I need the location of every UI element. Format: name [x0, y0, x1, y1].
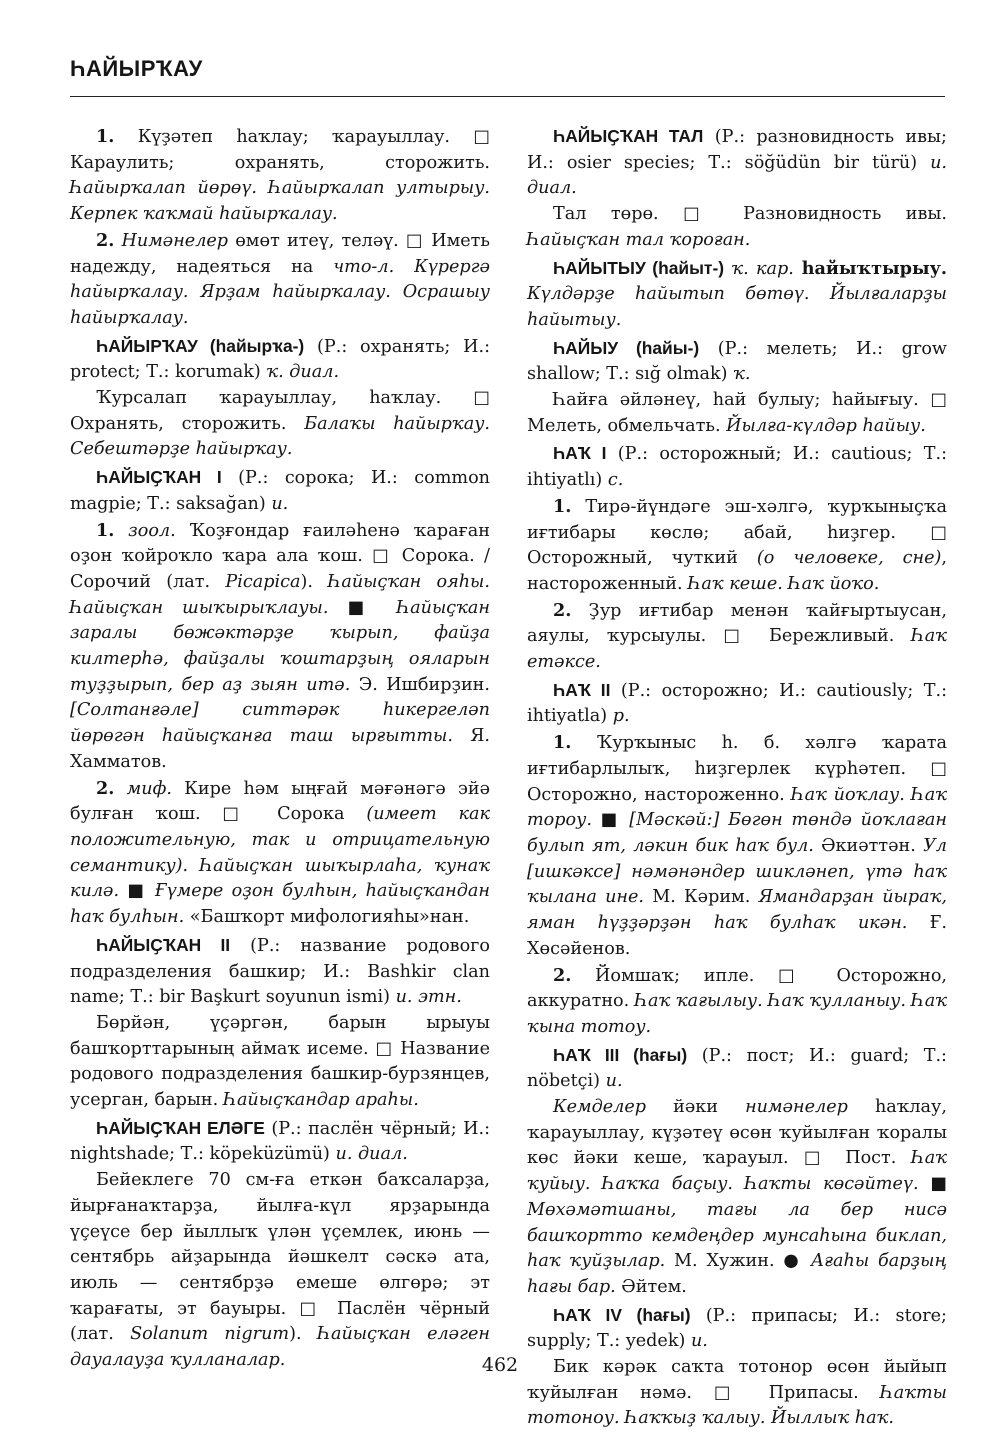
- headword: ҺАЙЫҪҠАН II: [96, 934, 231, 955]
- headword: ҺАЙЫТЫУ (һайыт-): [553, 257, 725, 278]
- headword: ҺАҠ IV (һағы): [553, 1304, 691, 1325]
- entry-hayyskan-tal: ҺАЙЫҪҠАН ТАЛ (Р.: разновидность ивы; И.: osier species; Т.: söğüdün bir türü) и. диал.: [527, 126, 947, 199]
- sense-1: 1. зоол. Ҡоҙғондар ғаиләһенә ҡараған оҙон ҡойроҡло ҡара ала ҡош. □ Сорока. / Сорочий (лат. Picapica). Һайыҫҡан ояһы. Һайыҫҡан шыҡырыҡлауы. ■ Һайыҫҡан заралы бөжәктәрҙе ҡырып, файҙа килтерһә, файҙалы ҡоштарҙың ояларын туҙҙырып, бер аҙ зыян итә. Э. Ишбирҙин. [Солтанғәле] ситтәрәк һикергеләп йөрөгән һайыҫҡанға таш ырғытты. Я. Хамматов.: [70, 519, 490, 772]
- entry-hak-3: ҺАҠ III (һағы) (Р.: пост; И.: guard; Т.: nöbetçi) и.: [527, 1044, 947, 1092]
- sense-1: 1. Тирә-йүндәге эш-хәлгә, ҡурҡыныҫҡа иғтибары көслө; абай, һиҙгер. □ Осторожный, чуткий (о человеке, сне), настороженный. Һаҡ кеше. Һаҡ йоҡо.: [527, 495, 947, 594]
- sense-2: 2. Нимәнелер өмөт итеү, теләү. □ Иметь надежду, надеяться на что-л. Күрергә һайырҡалау. Ярҙам һайырҡалау. Осрашыу һайырҡалау.: [70, 229, 490, 328]
- definition: Кемделер йәки нимәнелер һаҡлау, ҡарауыллау, күҙәтеү өсөн ҡуйылған ҡоралы көс йәки кеше, ҡарауыл. □ Пост. Һаҡ ҡуйыу. Һаҡҡа баҫыу. Һаҡты көсәйтеү. ■ Мөхәмәтшаны, тағы ла бер нисә башҡортто кемдеңдер мунсаһына биклап, һаҡ ҡуйҙылар. М. Хужин. ● Ағаһы барҙың һағы бар. Әйтем.: [527, 1097, 947, 1297]
- page-number: 462: [481, 1354, 519, 1376]
- definition: Бик кәрәк саҡта тотонор өсөн йыйып ҡуйылған нәмә. □ Припасы. Һаҡты тотоноу. Һаҡҡыҙ ҡалыу. Йыллыҡ һаҡ.: [527, 1357, 947, 1429]
- entry-hak-1: ҺАҠ I (Р.: осторожный; И.: cautious; Т.: ihtiyatlı) с.: [527, 443, 948, 491]
- running-head: ҺАЙЫРҠАУ: [70, 56, 203, 81]
- header-rule: [70, 96, 945, 97]
- headword: ҺАЙЫУ (һайы-): [553, 337, 700, 358]
- entry-hayyskan-1: ҺАЙЫҪҠАН I (Р.: сорока; И.: common magpie; Т.: saksağan) и.: [70, 467, 491, 514]
- entry-hak-4: ҺАҠ IV (һағы) (Р.: припасы; И.: store; supply; Т.: yedek) и.: [527, 1304, 947, 1352]
- headword: ҺАҠ II: [553, 679, 611, 700]
- sense-2: 2. миф. Кире һәм ыңғай мәғәнәгә эйә булған ҡош. □ Сорока (имеет как положительную, так и отрицательную семантику). Һайыҫҡан шыҡырлаһа, ҡунаҡ килә. ■ Ғүмере оҙон булһын, һайыҫҡандан һаҡ булһын. «Башҡорт мифологияһы»нан.: [70, 777, 491, 928]
- headword: ҺАЙЫҪҠАН ЕЛӘГЕ: [96, 1117, 265, 1138]
- entry-hayyrkau: ҺАЙЫРҠАУ (һайырҡа-) (Р.: охранять; И.: protect; Т.: korumak) ҡ. диал.: [70, 335, 491, 383]
- entry-hayyskan-elage: ҺАЙЫҪҠАН ЕЛӘГЕ (Р.: паслён чёрный; И.: nightshade; Т.: köpeküzümü) и. диал.: [70, 1117, 490, 1165]
- sense-2: 2. Йомшаҡ; ипле. □ Осторожно, аккуратно. Һаҡ ҡағылыу. Һаҡ ҡулланыу. Һаҡ ҡына тотоу.: [527, 964, 947, 1037]
- headword: ҺАҠ I: [553, 443, 607, 464]
- right-column: [527, 124, 947, 1432]
- left-column: [70, 124, 490, 1374]
- entry-hak-2: ҺАҠ II (Р.: осторожно; И.: cautiously; Т.: ihtiyatla) р.: [527, 679, 947, 727]
- entry-hayytyu: ҺАЙЫТЫУ (һайыт-) ҡ. кар. һайыҡтырыу. Күлдәрҙе һайытып бөтөү. Йылғаларҙы һайытыу.: [527, 257, 947, 330]
- sense-2: 2. Ҙур иғтибар менән ҡайғыртыусан, аяулы, ҡурсыулы. □ Бережливый. Һаҡ етәксе.: [527, 599, 947, 673]
- definition: Ҡурсалап ҡарауыллау, һаҡлау. □ Охранять, сторожить. Балаҡы һайырҡау. Себештәрҙе һайырҡау.: [70, 388, 490, 460]
- entry-hayyu: ҺАЙЫУ (һайы-) (Р.: мелеть; И.: grow shallow; Т.: sığ olmak) ҡ.: [527, 337, 947, 385]
- headword: ҺАЙЫРҠАУ (һайырҡа-): [96, 335, 305, 356]
- definition: Бейеклеге 70 см-ға еткән баҡсаларҙа, йырғанаҡтарҙа, йылға-күл ярҙарында үҫеүсе бер йыллыҡ үлән үҫемлек, июнь — сентябрь айҙарында йәшкелт сәскә ата, июль — сентябрҙә емеше өлгөрә; эт ҡарағаты, эт бауыры. □ Паслён чёрный (лат. Solanum nigrum). Һайыҫҡан еләген дауалауҙа ҡулланалар.: [70, 1170, 490, 1371]
- definition: Тал төрө. □ Разновидность ивы. Һайыҫҡан тал ҡороған.: [527, 204, 947, 250]
- sense-1: 1. Күҙәтеп һаҡлау; ҡарауыллау. □ Караулить; охранять, сторожить. Һайырҡалап йөрөү. Һайырҡалап ултырыу. Керпек ҡаҡмай һайырҡалау.: [70, 126, 490, 225]
- headword: ҺАҠ III (һағы): [553, 1044, 688, 1065]
- headword: ҺАЙЫҪҠАН ТАЛ: [553, 126, 704, 146]
- definition: Бөрйән, үҫәргән, барын ырыуы башҡорттарының аймаҡ исеме. □ Название родового подразделения башкир-бурзянцев, усерган, барын. Һайыҫҡандар араһы.: [70, 1012, 490, 1111]
- sense-1: 1. Ҡурҡыныс һ. б. хәлгә ҡарата иғтибарлылыҡ, һиҙгерлек күрһәтеп. □ Осторожно, настороженно. Һаҡ йоҡлау. Һаҡ тороу. ■ [Мәскәй:] Бөгөн төндә йоҡлаған булып ят, ләкин бик һаҡ бул. Әкиәттән. Ул [ишкәксе] нәмәнәндер шикләнеп, үтә һаҡ ҡылана ине. М. Кәрим. Ямандарҙан йыраҡ, яман һүҙҙәрҙән һаҡ булһаҡ икән. Ғ. Хөсәйенов.: [527, 732, 947, 959]
- entry-hayyskan-2: ҺАЙЫҪҠАН II (Р.: название родового подразделения башкир; И.: Bashkir clan name; Т.: bir Başkurt soyunun ismi) и. этн.: [70, 934, 490, 1008]
- headword: ҺАЙЫҪҠАН I: [96, 467, 222, 488]
- definition: Һайға әйләнеү, һай булыу; һайығыу. □ Мелеть, обмельчать. Йылға-күлдәр һайыу.: [527, 390, 947, 436]
